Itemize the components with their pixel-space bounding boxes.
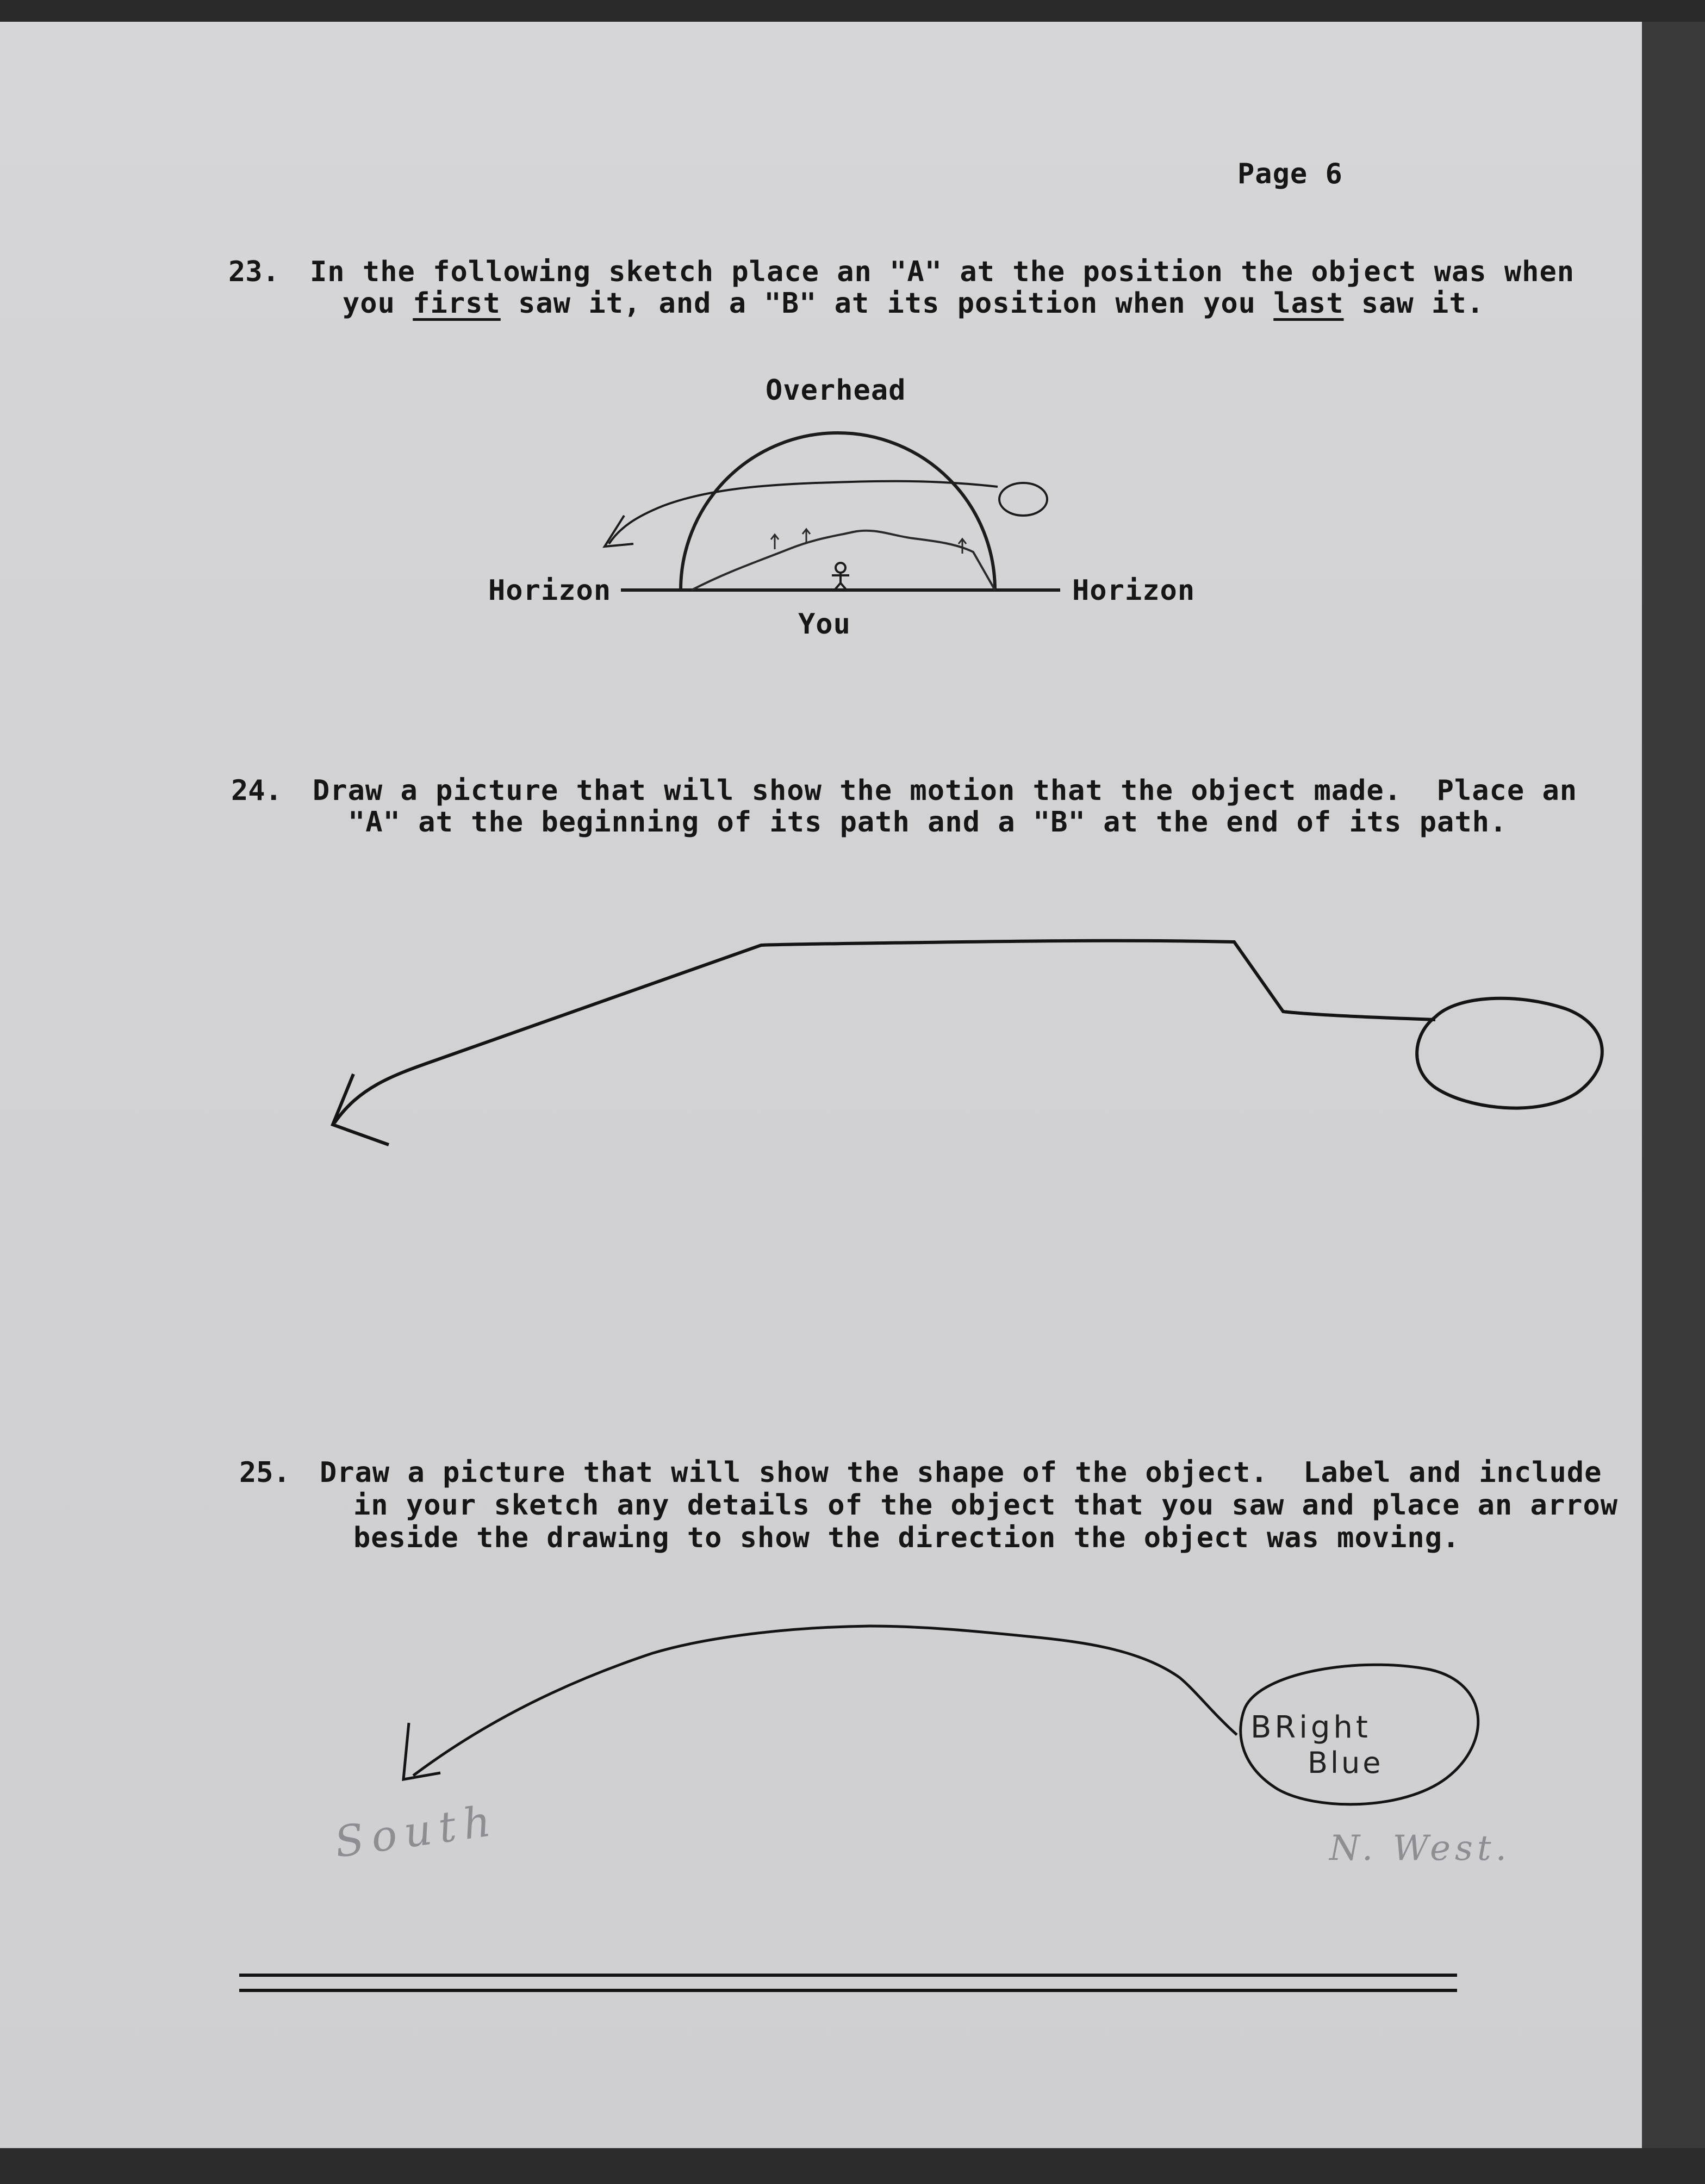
question-24-number: 24. xyxy=(231,774,282,807)
page-number: Page 6 xyxy=(1237,158,1343,190)
q23-text-b: saw it, and a "B" at its position when you xyxy=(500,287,1274,320)
question-25-line-1: Draw a picture that will show the shape of the object. Label and include xyxy=(320,1456,1602,1489)
handwritten-south: South xyxy=(332,1796,501,1867)
q23-text-a: you xyxy=(343,287,413,320)
question-24-line-1: Draw a picture that will show the motion that the object made. Place an xyxy=(313,774,1578,807)
handwritten-blue: Blue xyxy=(1308,1746,1384,1780)
question-24-line-2: "A" at the beginning of its path and a "B" at the end of its path. xyxy=(348,806,1508,839)
q23-first-underlined: first xyxy=(413,287,501,320)
question-25-number: 25. xyxy=(239,1456,290,1489)
question-25-line-3: beside the drawing to show the direction the object was moving. xyxy=(353,1522,1460,1554)
q23-last-underlined: last xyxy=(1273,287,1344,320)
shape-arrowhead-icon xyxy=(403,1723,440,1779)
handwritten-northwest: N. West. xyxy=(1329,1828,1511,1869)
shape-trajectory-line xyxy=(413,1626,1237,1776)
sketch-label-you: You xyxy=(798,608,851,641)
sketch-label-horizon-left: Horizon xyxy=(488,574,612,607)
sketch-label-horizon-right: Horizon xyxy=(1072,574,1196,607)
question-23-number: 23. xyxy=(228,256,279,288)
question-23-line-1: In the following sketch place an "A" at the position the object was when xyxy=(310,256,1575,288)
question-25-line-2: in your sketch any details of the object that you saw and place an arrow xyxy=(353,1489,1619,1522)
handwritten-bright: BRight xyxy=(1250,1710,1371,1745)
q23-text-c: saw it. xyxy=(1343,287,1484,320)
sketch-label-overhead: Overhead xyxy=(766,374,906,407)
